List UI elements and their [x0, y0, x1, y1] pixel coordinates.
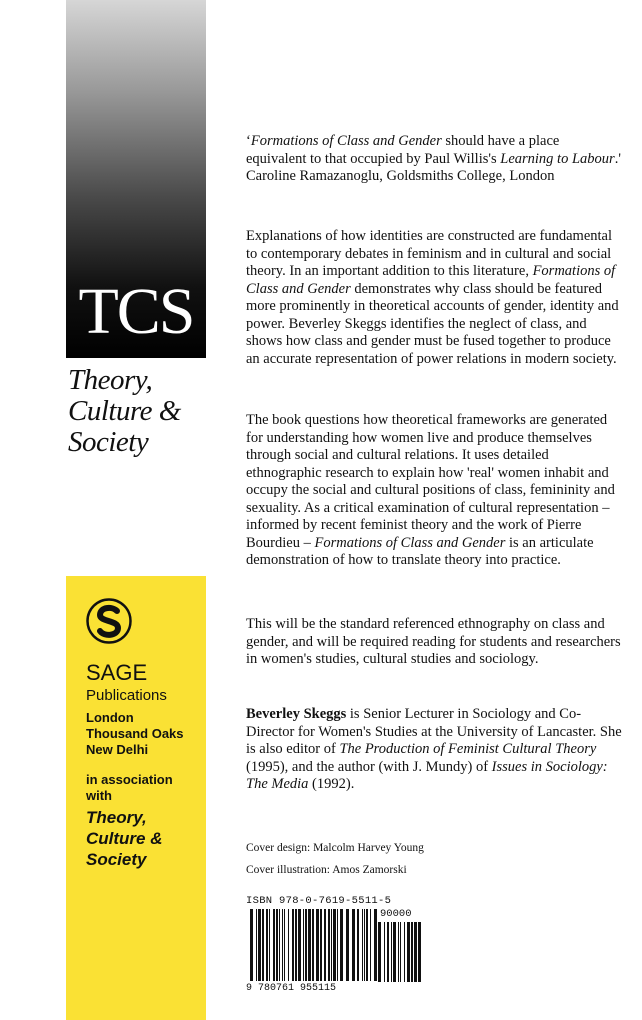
barcode-bar: [393, 922, 396, 982]
barcode-bar: [391, 922, 392, 982]
book-title: Formations of Class and Gender: [246, 263, 616, 297]
publisher-series-line: Theory,: [86, 808, 147, 827]
bio-work: Issues in Sociology: The Media: [246, 758, 608, 792]
barcode-bar: [352, 909, 355, 981]
publisher-name: SAGE: [86, 660, 148, 685]
publisher-cities: [86, 710, 184, 758]
isbn-number: ISBN 978-0-7619-5511-5: [246, 895, 392, 907]
barcode-bar: [374, 909, 377, 981]
blurb-paragraph-3: [246, 616, 622, 669]
barcode-bar: [266, 909, 268, 981]
blurb-text: This will be the standard referenced ethnography on class and gender, and will be required reading for students and researchers in women's studies, cultural studies and sociology.: [246, 616, 621, 667]
barcode-bar: [387, 922, 389, 982]
barcode-bar: [328, 909, 330, 981]
barcode-bar: [282, 909, 283, 981]
quote-work: Learning to Labour: [500, 150, 615, 167]
barcode-bar: [384, 922, 385, 982]
bio-work: The Production of Feminist Cultural Theory: [339, 741, 597, 757]
blurb-paragraph-1: [246, 228, 622, 368]
barcode-bar: [357, 909, 359, 981]
barcode-bar: [298, 909, 301, 981]
review-quote: ‘Formations of Class and Gender should have a place equivalent to that occupied by Paul Willis's Learning to Labour.' Caroline Ramazanoglu, Goldsmiths College, London: [246, 133, 621, 184]
barcode-bar: [276, 909, 278, 981]
series-title-line: Culture &: [68, 395, 181, 427]
barcode-bar: [331, 909, 332, 981]
barcode-bar: [346, 909, 349, 981]
barcode-bars-addon: [378, 922, 426, 982]
barcode-bar: [295, 909, 297, 981]
isbn-barcode: [246, 895, 426, 997]
barcode-bar: [320, 909, 322, 981]
barcode-bar: [250, 909, 253, 981]
barcode-bar: [404, 922, 405, 982]
barcode-bar: [262, 909, 264, 981]
barcode-bar: [414, 922, 417, 982]
bio-text: is Senior Lecturer in Sociology and Co-Director for Women's Studies at the University of Lancaster. She is also editor of: [246, 706, 622, 757]
barcode-digits: 9 780761 955115: [246, 983, 337, 994]
barcode-bar: [292, 909, 294, 981]
barcode-bar: [288, 909, 289, 981]
quote-attribution: .' Caroline Ramazanoglu, Goldsmiths College, London: [246, 150, 621, 184]
series-title-line: Society: [68, 426, 149, 458]
barcode-bar: [411, 922, 413, 982]
blurb-paragraph-2: [246, 412, 622, 570]
bio-text: (1992).: [308, 776, 355, 792]
city: Thousand Oaks: [86, 726, 184, 741]
publisher-series-line: Culture &: [86, 829, 163, 848]
sage-s-logo-icon: [86, 598, 132, 644]
publisher-series: [86, 807, 163, 870]
barcode-bar: [269, 909, 270, 981]
barcode-bar: [316, 909, 319, 981]
author-name: Beverley Skeggs: [246, 706, 347, 722]
barcode-bar: [362, 909, 363, 981]
barcode-bar: [303, 909, 304, 981]
bio-text: (1995), and the author (with J. Mundy) of: [246, 758, 492, 775]
publisher-series-line: Society: [86, 850, 147, 869]
city: London: [86, 710, 134, 725]
series-title: [68, 365, 181, 458]
blurb-text: Explanations of how identities are constructed are fundamental to contemporary debates in feminism and in cultural and social theory. In an important addition to this literature,: [246, 228, 612, 279]
barcode-bar: [407, 922, 410, 982]
barcode-bar: [400, 922, 401, 982]
association-note: [86, 772, 173, 804]
barcode-bar: [398, 922, 399, 982]
barcode-bar: [366, 909, 368, 981]
barcode-bar: [418, 922, 421, 982]
barcode-bar: [273, 909, 275, 981]
quote-title: Formations of Class and Gender: [250, 133, 442, 149]
barcode-bar: [284, 909, 285, 981]
barcode-bar: [324, 909, 326, 981]
barcode-bar: [308, 909, 311, 981]
association-line: in association: [86, 772, 173, 787]
barcode-bar: [256, 909, 257, 981]
author-bio: [246, 706, 622, 794]
book-title: Formations of Class and Gender: [314, 534, 506, 551]
association-line: with: [86, 788, 112, 803]
price-addon: 90000: [380, 908, 412, 920]
barcode-bar: [333, 909, 336, 981]
quote-text: should have a place equivalent to that occupied by Paul Willis's: [246, 133, 560, 167]
barcode-bar: [364, 909, 365, 981]
cover-illustration-credit: Cover illustration: Amos Zamorski: [246, 864, 407, 876]
barcode-bar: [337, 909, 338, 981]
barcode-bar: [258, 909, 261, 981]
series-title-line: Theory,: [68, 364, 153, 396]
publisher-imprint: Publications: [86, 687, 167, 704]
barcode-bars-main: [250, 909, 378, 981]
barcode-bar: [305, 909, 307, 981]
tcs-logo: TCS: [78, 275, 194, 348]
barcode-bar: [370, 909, 371, 981]
blurb-text: demonstrates why class should be featured more prominently in theoretical accounts of gender, identity and power. Beverley Skeggs identifies the neglect of class, and shows how class and gender must be fused together to produce an accurate representation of power relations in modern society.: [246, 280, 619, 367]
barcode-bar: [279, 909, 280, 981]
blurb-text: is an articulate demonstration of how to translate theory into practice.: [246, 534, 594, 568]
barcode-bar: [312, 909, 314, 981]
blurb-text: The book questions how theoretical frameworks are generated for understanding how women live and produce themselves through social and cultural relations. It uses detailed ethnographic research to explain how 'real' women inhabit and occupy the social and cultural positions of class, femininity and sexuality. As a critical examination of cultural representation – informed by recent feminist theory and the work of Pierre Bourdieu –: [246, 412, 615, 551]
cover-credits: [246, 837, 424, 881]
city: New Delhi: [86, 742, 149, 757]
barcode-bar: [340, 909, 343, 981]
barcode-bar: [378, 922, 381, 982]
cover-design-credit: Cover design: Malcolm Harvey Young: [246, 842, 424, 854]
